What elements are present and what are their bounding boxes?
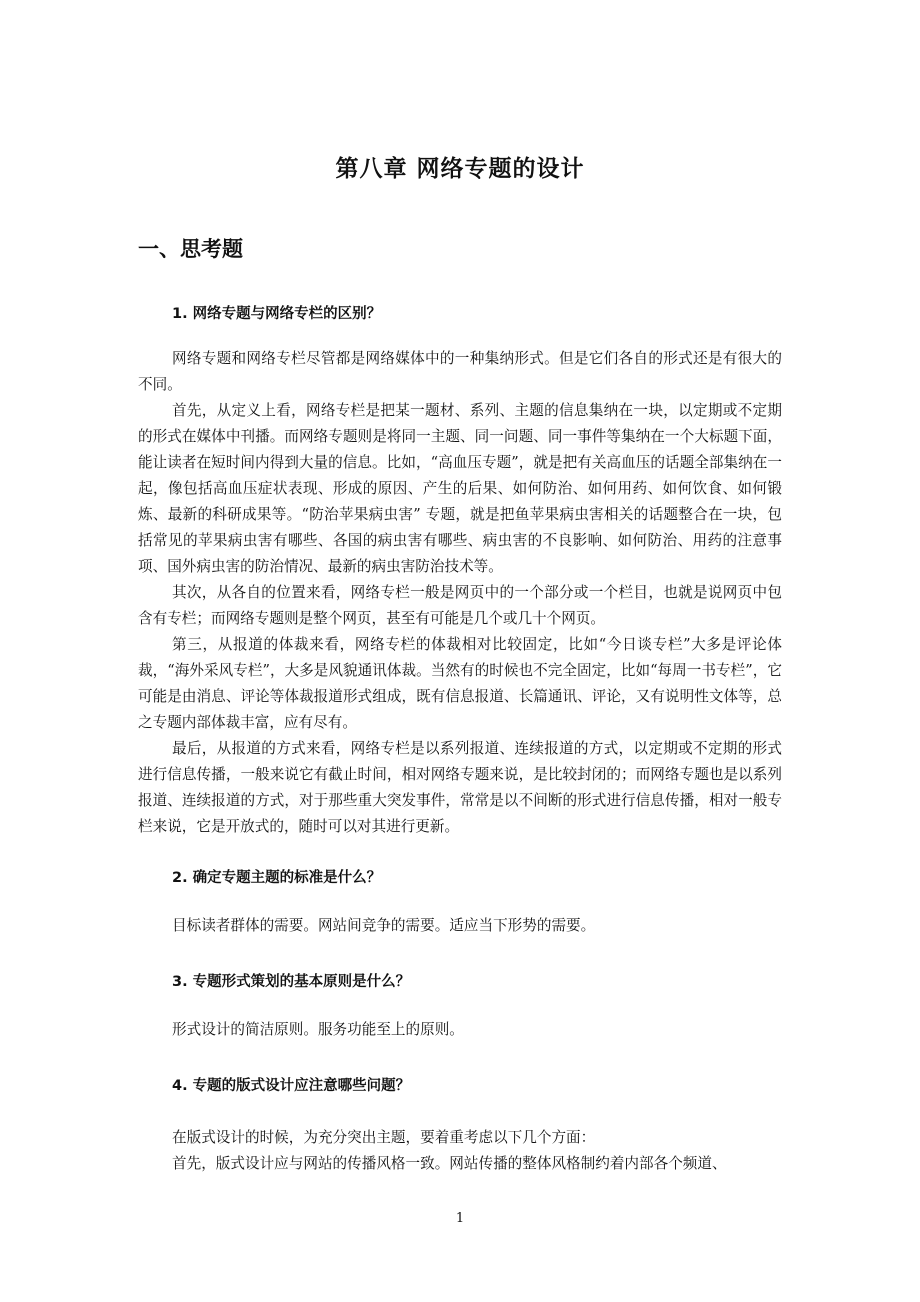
paragraph: 网络专题和网络专栏尽管都是网络媒体中的一种集纳形式。但是它们各自的形式还是有很大的不同。 [138, 350, 782, 393]
paragraph: 目标读者群体的需要。网站间竞争的需要。适应当下形势的需要。 [172, 917, 596, 934]
answer-block [138, 913, 782, 939]
answer-block [138, 1125, 782, 1177]
question-heading: 4. 专题的版式设计应注意哪些问题？ [172, 1078, 411, 1094]
page-number: 1 [455, 1211, 465, 1226]
question-heading: 3. 专题形式策划的基本原则是什么？ [172, 974, 411, 990]
chapter-title: 第八章 网络专题的设计 [335, 156, 585, 182]
section-title: 一、思考题 [138, 237, 243, 261]
paragraph: 首先，从定义上看，网络专栏是把某一题材、系列、主题的信息集纳在一块，以定期或不定期的形式在媒体中刊播。而网络专题则是将同一主题、同一问题、同一事件等集纳在一个大标题下面，能让读者在短时间内得到大量的信息。比如，“高血压专题”，就是把有关高血压的话题全部集纳在一起，像包括高血压症状表现、形成的原因、产生的后果、如何防治、如何用药、如何饮食、如何锻炼、最新的科研成果等。“防治苹果病虫害” 专题，就是把鱼苹果病虫害相关的话题整合在一块，包括常见的苹果病虫害有哪些、各国的病虫害有哪些、病虫害的不良影响、如何防治、用药的注意事项、国外病虫害的防治情况、最新的病虫害防治技术等。 [138, 402, 782, 575]
paragraph: 形式设计的简洁原则。服务功能至上的原则。 [172, 1021, 464, 1038]
paragraph: 第三，从报道的体裁来看，网络专栏的体裁相对比较固定，比如“今日谈专栏”大多是评论体裁，“海外采风专栏”，大多是风貌通讯体裁。当然有的时候也不完全固定，比如“每周一书专栏”，它可能是由消息、评论等体裁报道形式组成，既有信息报道、长篇通讯、评论，又有说明性文体等，总之专题内部体裁丰富，应有尽有。 [138, 636, 782, 731]
answer-block [138, 1017, 782, 1043]
answer-block [138, 346, 782, 840]
paragraph: 最后，从报道的方式来看，网络专栏是以系列报道、连续报道的方式，以定期或不定期的形式进行信息传播，一般来说它有截止时间，相对网络专题来说，是比较封闭的；而网络专题也是以系列报道、连续报道的方式，对于那些重大突发事件，常常是以不间断的形式进行信息传播，相对一般专栏来说，它是开放式的，随时可以对其进行更新。 [138, 740, 782, 835]
paragraph: 其次，从各自的位置来看，网络专栏一般是网页中的一个部分或一个栏目，也就是说网页中包含有专栏；而网络专题则是整个网页，甚至有可能是几个或几十个网页。 [138, 584, 782, 627]
paragraph: 首先，版式设计应与网站的传播风格一致。网站传播的整体风格制约着内部各个频道、 [172, 1155, 727, 1172]
question-heading: 1. 网络专题与网络专栏的区别？ [172, 306, 382, 322]
question-heading: 2. 确定专题主题的标准是什么？ [172, 870, 382, 886]
paragraph: 在版式设计的时候，为充分突出主题，要着重考虑以下几个方面： [172, 1129, 596, 1146]
